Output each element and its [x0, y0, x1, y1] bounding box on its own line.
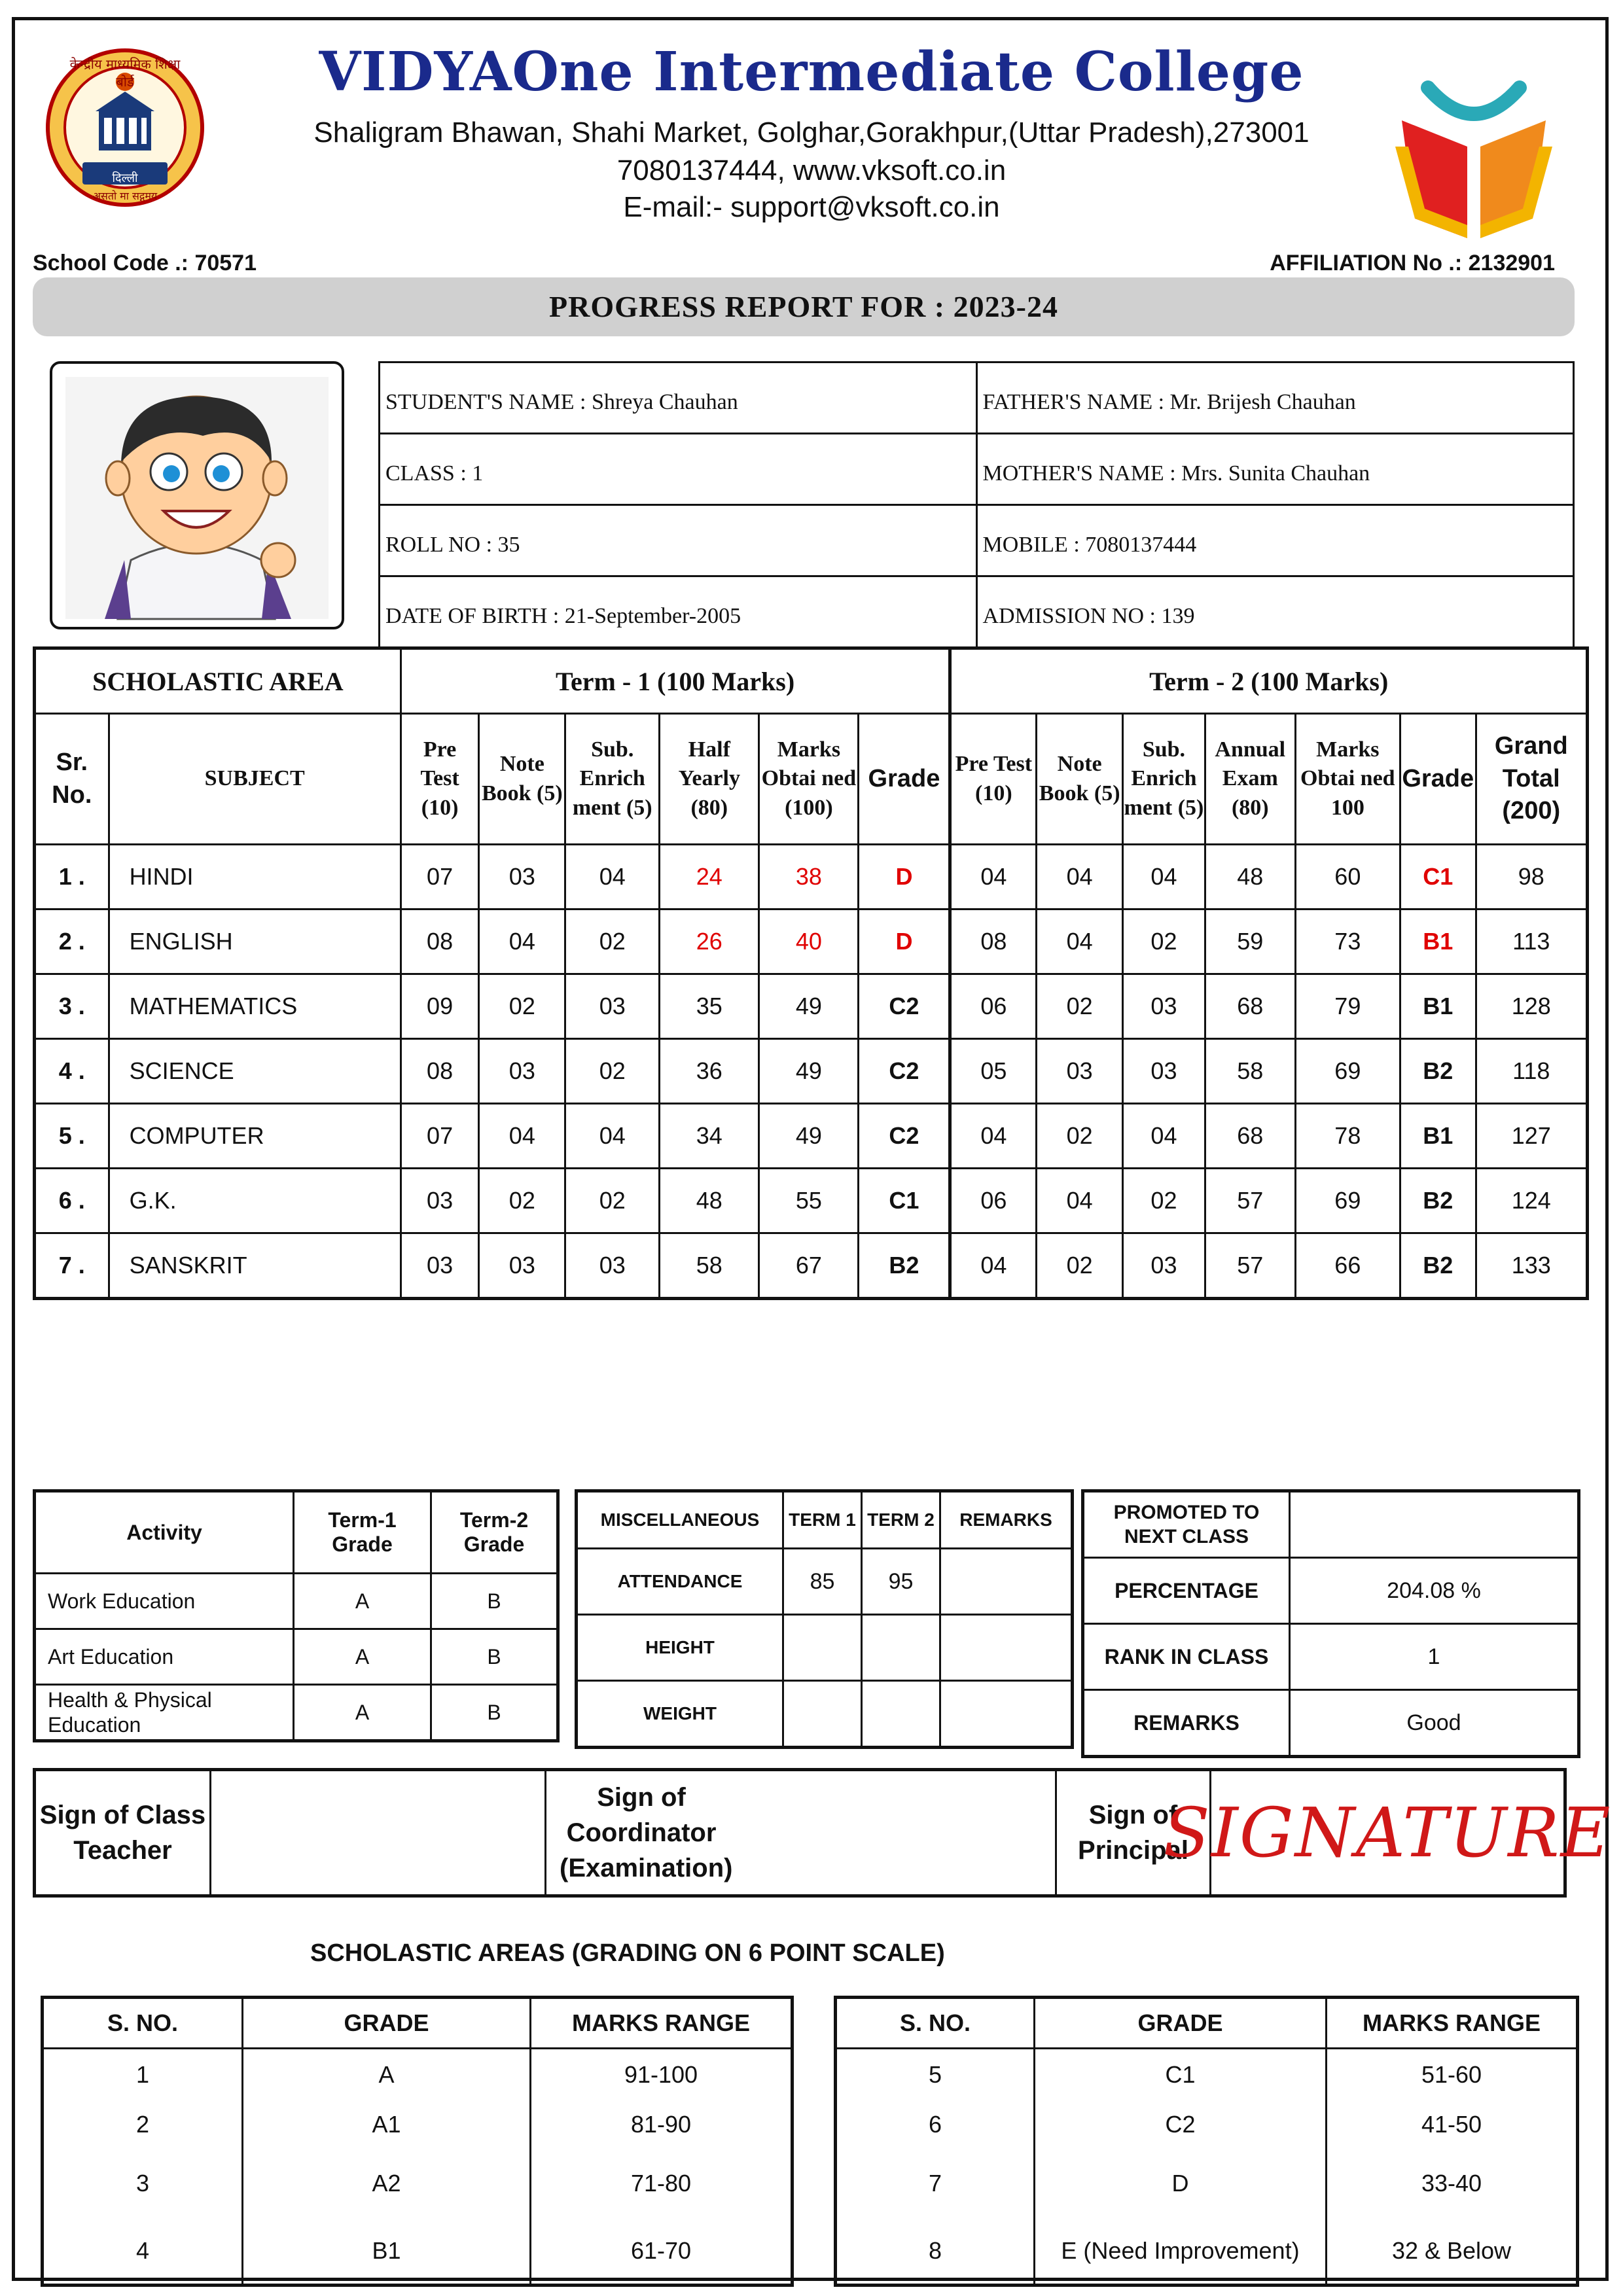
activity-row	[35, 1574, 558, 1629]
row-subject: COMPUTER	[109, 1104, 401, 1169]
promotion-row	[1083, 1558, 1579, 1624]
activity-term2-grade: B	[431, 1574, 558, 1629]
row-sr-no: 5 .	[35, 1104, 109, 1169]
row-sr-no: 3 .	[35, 974, 109, 1039]
misc-value	[862, 1681, 940, 1748]
promotion-value	[1290, 1491, 1579, 1558]
grading-range-header: MARKS RANGE	[531, 1998, 793, 2049]
t2-col-header: Pre Test (10)	[950, 714, 1037, 845]
report-title: PROGRESS REPORT FOR : 2023-24	[33, 277, 1575, 336]
activity-term2-grade: B	[431, 1629, 558, 1685]
grading-row	[836, 2149, 1578, 2218]
t1-cell: 07	[401, 845, 479, 910]
promotion-row	[1083, 1690, 1579, 1757]
t1-cell: 02	[565, 1169, 660, 1233]
promotion-value: 204.08 %	[1290, 1558, 1579, 1624]
t2-cell: 04	[1123, 845, 1205, 910]
row-sr-no: 1 .	[35, 845, 109, 910]
t1-cell: 02	[565, 1039, 660, 1104]
grand-total-cell: 128	[1476, 974, 1587, 1039]
t1-col-header: Marks Obtai ned (100)	[759, 714, 859, 845]
t2-cell: 02	[1037, 974, 1123, 1039]
t2-cell: 03	[1123, 1233, 1205, 1299]
t2-cell: C1	[1400, 845, 1476, 910]
misc-label: HEIGHT	[577, 1615, 783, 1681]
grading-cell: D	[1035, 2149, 1327, 2218]
grand-total-cell: 98	[1476, 845, 1587, 910]
t1-cell: 49	[759, 1104, 859, 1169]
row-subject: SCIENCE	[109, 1039, 401, 1104]
t1-cell: 09	[401, 974, 479, 1039]
grading-cell: 2	[43, 2100, 243, 2149]
t2-cell: 03	[1037, 1039, 1123, 1104]
college-address: Shaligram Bhawan, Shahi Market, Golghar,Gorakhpur,(Uttar Pradesh),273001	[313, 116, 1310, 149]
grading-cell: B1	[243, 2218, 531, 2286]
t1-cell: 03	[401, 1233, 479, 1299]
t1-cell: 07	[401, 1104, 479, 1169]
grading-row	[43, 2218, 793, 2286]
t2-cell: 78	[1295, 1104, 1400, 1169]
activity-row	[35, 1629, 558, 1685]
misc-remarks-header: REMARKS	[940, 1491, 1073, 1549]
t2-cell: 69	[1295, 1169, 1400, 1233]
t2-cell: B1	[1400, 974, 1476, 1039]
row-sr-no: 7 .	[35, 1233, 109, 1299]
college-email: E-mail:- support@vksoft.co.in	[623, 191, 1000, 223]
misc-header: MISCELLANEOUS	[577, 1491, 783, 1549]
t1-cell: C2	[859, 974, 950, 1039]
misc-value	[940, 1681, 1073, 1748]
t1-cell: 03	[565, 974, 660, 1039]
student-photo	[50, 361, 344, 629]
t1-cell: 55	[759, 1169, 859, 1233]
t2-col-header: Marks Obtai ned 100	[1295, 714, 1400, 845]
t1-cell: 40	[759, 910, 859, 974]
grading-cell: 81-90	[531, 2100, 793, 2149]
t2-cell: 57	[1205, 1169, 1295, 1233]
misc-value	[783, 1615, 862, 1681]
promotion-value: 1	[1290, 1624, 1579, 1690]
t1-cell: 48	[660, 1169, 759, 1233]
term2-grade-header: Term-2 Grade	[431, 1491, 558, 1574]
mother-name: MOTHER'S NAME : Mrs. Sunita Chauhan	[976, 434, 1574, 505]
misc-value	[940, 1615, 1073, 1681]
school-code: School Code .: 70571	[33, 251, 257, 275]
grading-row	[836, 2100, 1578, 2149]
grading-cell: 61-70	[531, 2218, 793, 2286]
promotion-label: PROMOTED TO NEXT CLASS	[1083, 1491, 1290, 1558]
row-subject: SANSKRIT	[109, 1233, 401, 1299]
t2-col-header: Grade	[1400, 714, 1476, 845]
promotion-label: PERCENTAGE	[1083, 1558, 1290, 1624]
t2-cell: 66	[1295, 1233, 1400, 1299]
row-subject: G.K.	[109, 1169, 401, 1233]
misc-value	[862, 1615, 940, 1681]
logo-top-text: केन्द्रीय माध्यमिक शिक्षा बोर्ड	[69, 56, 181, 90]
misc-term2-header: TERM 2	[862, 1491, 940, 1549]
t1-cell: 35	[660, 974, 759, 1039]
grading-row	[43, 2049, 793, 2101]
misc-value: 85	[783, 1549, 862, 1615]
subject-header: SUBJECT	[109, 714, 401, 845]
t2-cell: 04	[950, 845, 1037, 910]
t2-cell: 68	[1205, 1104, 1295, 1169]
term1-grade-header: Term-1 Grade	[294, 1491, 431, 1574]
father-name: FATHER'S NAME : Mr. Brijesh Chauhan	[976, 362, 1574, 434]
t2-cell: 79	[1295, 974, 1400, 1039]
grading-cell: 41-50	[1327, 2100, 1578, 2149]
misc-value	[783, 1681, 862, 1748]
t2-cell: 68	[1205, 974, 1295, 1039]
marks-row	[35, 1039, 1588, 1104]
student-name: STUDENT'S NAME : Shreya Chauhan	[380, 362, 977, 434]
misc-label: WEIGHT	[577, 1681, 783, 1748]
promotion-table	[1081, 1489, 1580, 1758]
t2-cell: B1	[1400, 1104, 1476, 1169]
principal-signature: SIGNATURE	[1163, 1792, 1612, 1873]
t1-cell: 08	[401, 910, 479, 974]
grading-grade-header: GRADE	[1035, 1998, 1327, 2049]
promotion-row	[1083, 1491, 1579, 1558]
marks-row	[35, 974, 1588, 1039]
misc-term1-header: TERM 1	[783, 1491, 862, 1549]
t1-cell: 49	[759, 974, 859, 1039]
t2-cell: 02	[1123, 910, 1205, 974]
activity-term1-grade: A	[294, 1629, 431, 1685]
t1-cell: 03	[401, 1169, 479, 1233]
grading-row	[43, 2149, 793, 2218]
activity-name: Health & Physical Education	[35, 1685, 294, 1741]
t1-cell: 38	[759, 845, 859, 910]
grading-cell: 71-80	[531, 2149, 793, 2218]
t2-cell: 60	[1295, 845, 1400, 910]
student-info-table	[378, 361, 1575, 648]
t2-cell: 06	[950, 1169, 1037, 1233]
t2-cell: 73	[1295, 910, 1400, 974]
t2-cell: 06	[950, 974, 1037, 1039]
marks-row	[35, 1104, 1588, 1169]
grading-sno-header: S. NO.	[43, 1998, 243, 2049]
t2-cell: 04	[950, 1233, 1037, 1299]
t1-cell: B2	[859, 1233, 950, 1299]
promotion-row	[1083, 1624, 1579, 1690]
t1-cell: 03	[479, 1233, 565, 1299]
t1-cell: 49	[759, 1039, 859, 1104]
t1-cell: 36	[660, 1039, 759, 1104]
admission-number: ADMISSION NO : 139	[976, 576, 1574, 648]
t2-cell: 48	[1205, 845, 1295, 910]
student-class: CLASS : 1	[380, 434, 977, 505]
coordinator-sign-label	[546, 1771, 1057, 1894]
activity-name: Art Education	[35, 1629, 294, 1685]
t2-cell: 03	[1123, 974, 1205, 1039]
t1-cell: 04	[479, 910, 565, 974]
grand-total-cell: 118	[1476, 1039, 1587, 1104]
grading-cell: 4	[43, 2218, 243, 2286]
t2-cell: 08	[950, 910, 1037, 974]
t2-cell: 02	[1037, 1104, 1123, 1169]
activity-header: Activity	[35, 1491, 294, 1574]
t1-cell: 67	[759, 1233, 859, 1299]
grading-cell: 51-60	[1327, 2049, 1578, 2101]
miscellaneous-table	[575, 1489, 1074, 1749]
grading-cell: 32 & Below	[1327, 2218, 1578, 2286]
t2-cell: 02	[1123, 1169, 1205, 1233]
activity-row	[35, 1685, 558, 1741]
t1-col-header: Grade	[859, 714, 950, 845]
row-subject: HINDI	[109, 845, 401, 910]
t1-cell: C1	[859, 1169, 950, 1233]
grading-cell: 91-100	[531, 2049, 793, 2101]
grading-cell: 7	[836, 2149, 1035, 2218]
grading-cell: 8	[836, 2218, 1035, 2286]
grading-table-left	[41, 1996, 794, 2287]
activity-term1-grade: A	[294, 1685, 431, 1741]
college-contact: 7080137444, www.vksoft.co.in	[616, 154, 1007, 186]
t1-col-header: Pre Test (10)	[401, 714, 479, 845]
misc-row	[577, 1615, 1073, 1681]
grading-table-right	[834, 1996, 1579, 2287]
misc-value	[940, 1549, 1073, 1615]
t2-col-header: Note Book (5)	[1037, 714, 1123, 845]
t2-cell: 03	[1123, 1039, 1205, 1104]
t2-cell: 02	[1037, 1233, 1123, 1299]
row-sr-no: 2 .	[35, 910, 109, 974]
t1-cell: 02	[479, 974, 565, 1039]
t2-col-header: Grand Total (200)	[1476, 714, 1587, 845]
t2-cell: 04	[950, 1104, 1037, 1169]
t1-cell: 08	[401, 1039, 479, 1104]
grading-cell: 33-40	[1327, 2149, 1578, 2218]
t1-cell: 04	[565, 845, 660, 910]
activity-name: Work Education	[35, 1574, 294, 1629]
t1-cell: D	[859, 845, 950, 910]
t1-cell: 03	[565, 1233, 660, 1299]
t2-col-header: Sub. Enrich ment (5)	[1123, 714, 1205, 845]
t1-cell: D	[859, 910, 950, 974]
marks-table	[33, 646, 1589, 1300]
grading-range-header: MARKS RANGE	[1327, 1998, 1578, 2049]
grading-cell: 3	[43, 2149, 243, 2218]
grand-total-cell: 127	[1476, 1104, 1587, 1169]
promotion-label: REMARKS	[1083, 1690, 1290, 1757]
term2-header: Term - 2 (100 Marks)	[950, 648, 1588, 714]
grand-total-cell: 124	[1476, 1169, 1587, 1233]
grading-cell: C2	[1035, 2100, 1327, 2149]
coordinator-sign-text: Sign of Coordinator (Examination)	[560, 1783, 733, 1882]
marks-row	[35, 1233, 1588, 1299]
grading-cell: 6	[836, 2100, 1035, 2149]
grading-title: SCHOLASTIC AREAS (GRADING ON 6 POINT SCALE)	[310, 1939, 945, 1967]
row-sr-no: 4 .	[35, 1039, 109, 1104]
t1-col-header: Half Yearly (80)	[660, 714, 759, 845]
t2-cell: B2	[1400, 1233, 1476, 1299]
grading-cell: 5	[836, 2049, 1035, 2101]
t1-cell: C2	[859, 1039, 950, 1104]
sr-no-header: Sr. No.	[35, 714, 109, 845]
t1-cell: 26	[660, 910, 759, 974]
t1-cell: 04	[479, 1104, 565, 1169]
logo-bottom-text: दिल्ली	[112, 171, 138, 185]
t2-col-header: Annual Exam (80)	[1205, 714, 1295, 845]
grading-cell: E (Need Improvement)	[1035, 2218, 1327, 2286]
t2-cell: 04	[1037, 1169, 1123, 1233]
misc-label: ATTENDANCE	[577, 1549, 783, 1615]
activity-term2-grade: B	[431, 1685, 558, 1741]
affiliation-number: AFFILIATION No .: 2132901	[1270, 251, 1555, 275]
college-name: VIDYAOne Intermediate College	[319, 41, 1304, 103]
t2-cell: B2	[1400, 1039, 1476, 1104]
t1-cell: 04	[565, 1104, 660, 1169]
grading-cell: C1	[1035, 2049, 1327, 2101]
signature-strip	[33, 1768, 1612, 1898]
activity-table	[33, 1489, 560, 1742]
term1-header: Term - 1 (100 Marks)	[401, 648, 950, 714]
misc-row	[577, 1681, 1073, 1748]
row-subject: MATHEMATICS	[109, 974, 401, 1039]
principal-sign-label: Sign of Principal	[1057, 1771, 1211, 1894]
t2-cell: 57	[1205, 1233, 1295, 1299]
t1-cell: 24	[660, 845, 759, 910]
t1-col-header: Note Book (5)	[479, 714, 565, 845]
misc-value: 95	[862, 1549, 940, 1615]
marks-row	[35, 1169, 1588, 1233]
t2-cell: 05	[950, 1039, 1037, 1104]
grading-cell: 1	[43, 2049, 243, 2101]
mobile-number: MOBILE : 7080137444	[976, 505, 1574, 576]
t1-cell: 02	[479, 1169, 565, 1233]
roll-number: ROLL NO : 35	[380, 505, 977, 576]
t2-cell: B2	[1400, 1169, 1476, 1233]
grading-row	[836, 2049, 1578, 2101]
t1-cell: 34	[660, 1104, 759, 1169]
t2-cell: 04	[1037, 910, 1123, 974]
promotion-label: RANK IN CLASS	[1083, 1624, 1290, 1690]
t1-cell: 03	[479, 845, 565, 910]
t2-cell: 59	[1205, 910, 1295, 974]
marks-row	[35, 910, 1588, 974]
promotion-value: Good	[1290, 1690, 1579, 1757]
t2-cell: 04	[1037, 845, 1123, 910]
t1-cell: C2	[859, 1104, 950, 1169]
logo-motto-text: असतो मा सद्गमय	[92, 190, 158, 202]
grading-sno-header: S. NO.	[836, 1998, 1035, 2049]
t2-cell: B1	[1400, 910, 1476, 974]
t1-cell: 03	[479, 1039, 565, 1104]
grand-total-cell: 113	[1476, 910, 1587, 974]
grading-row	[836, 2218, 1578, 2286]
t1-cell: 02	[565, 910, 660, 974]
misc-row	[577, 1549, 1073, 1615]
class-teacher-sign-label: Sign of Class Teacher	[36, 1771, 211, 1894]
scholastic-area-header: SCHOLASTIC AREA	[35, 648, 401, 714]
grading-cell: A1	[243, 2100, 531, 2149]
grand-total-cell: 133	[1476, 1233, 1587, 1299]
t2-cell: 04	[1123, 1104, 1205, 1169]
date-of-birth: DATE OF BIRTH : 21-September-2005	[380, 576, 977, 648]
grading-cell: A	[243, 2049, 531, 2101]
grading-grade-header: GRADE	[243, 1998, 531, 2049]
grading-row	[43, 2100, 793, 2149]
t2-cell: 69	[1295, 1039, 1400, 1104]
activity-term1-grade: A	[294, 1574, 431, 1629]
grading-cell: A2	[243, 2149, 531, 2218]
t1-col-header: Sub. Enrich ment (5)	[565, 714, 660, 845]
t2-cell: 58	[1205, 1039, 1295, 1104]
marks-row	[35, 845, 1588, 910]
row-subject: ENGLISH	[109, 910, 401, 974]
row-sr-no: 6 .	[35, 1169, 109, 1233]
t1-cell: 58	[660, 1233, 759, 1299]
class-teacher-sign-area	[211, 1771, 546, 1894]
